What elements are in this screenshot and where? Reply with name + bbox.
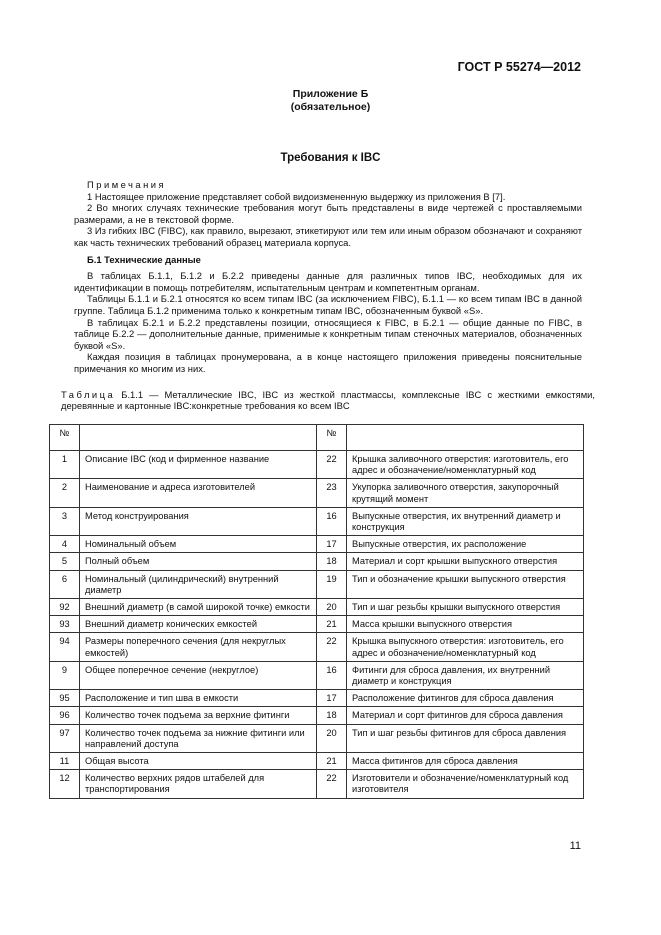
item-number-cell: 2 [50, 479, 80, 507]
item-description-cell: Количество точек подъема за нижние фитинги или направлений доступа [80, 724, 317, 752]
item-number-cell: 94 [50, 633, 80, 661]
table-caption-label: Таблица [61, 388, 116, 400]
item-number-cell: 97 [50, 724, 80, 752]
item-number-cell: 92 [50, 599, 80, 616]
requirements-table [49, 424, 584, 799]
item-description-cell: Расположение и тип шва в емкости [80, 690, 317, 707]
item-description-cell: Общее поперечное сечение (некруглое) [80, 661, 317, 689]
item-description-cell: Количество точек подъема за верхние фитинги [80, 707, 317, 724]
item-description-cell: Наименование и адреса изготовителей [80, 479, 317, 507]
page-number: 11 [569, 840, 581, 852]
item-description-cell: Внешний диаметр (в самой широкой точке) емкости [80, 599, 317, 616]
body-text [61, 179, 595, 412]
item-number-cell: 16 [317, 661, 347, 689]
item-description-cell: Тип и шаг резьбы фитингов для сброса давления [347, 724, 584, 752]
note-item: 2 Во многих случаях технические требования могут быть представлены в виде чертежей с проставляемыми размерами, а не в текстовой форме. [74, 202, 582, 225]
item-description-cell: Выпускные отверстия, их расположение [347, 536, 584, 553]
note-item: 3 Из гибких IBC (FIBC), как правило, вырезают, этикетируют или тем или иным образом обозначают и сохраняют как часть технических требований образец материала корпуса. [74, 225, 582, 248]
item-description-cell: Полный объем [80, 553, 317, 570]
header-cell [347, 425, 584, 451]
item-description-cell: Укупорка заливочного отверстия, закупорочный крутящий момент [347, 479, 584, 507]
item-number-cell: 12 [50, 770, 80, 798]
appendix-heading [0, 88, 661, 114]
table-row [50, 479, 584, 507]
item-number-cell: 17 [317, 690, 347, 707]
item-description-cell: Масса крышки выпускного отверстия [347, 616, 584, 633]
table-row [50, 553, 584, 570]
table-row [50, 451, 584, 479]
item-number-cell: 22 [317, 770, 347, 798]
item-number-cell: 4 [50, 536, 80, 553]
item-description-cell: Масса фитингов для сброса давления [347, 753, 584, 770]
item-description-cell: Крышка заливочного отверстия: изготовитель, его адрес и обозначение/номенклатурный код [347, 451, 584, 479]
item-number-cell: 18 [317, 553, 347, 570]
item-description-cell: Материал и сорт крышки выпускного отверстия [347, 553, 584, 570]
item-description-cell: Материал и сорт фитингов для сброса давления [347, 707, 584, 724]
item-number-cell: 23 [317, 479, 347, 507]
appendix-status: (обязательное) [290, 101, 371, 113]
table-header-row [50, 425, 584, 451]
table-row [50, 507, 584, 535]
item-description-cell: Номинальный объем [80, 536, 317, 553]
item-number-cell: 16 [317, 507, 347, 535]
item-description-cell: Тип и обозначение крышки выпускного отверстия [347, 570, 584, 598]
table-row [50, 661, 584, 689]
table-row [50, 570, 584, 598]
header-cell: № [317, 425, 347, 451]
item-number-cell: 21 [317, 616, 347, 633]
table-caption [61, 389, 595, 412]
item-number-cell: 20 [317, 724, 347, 752]
item-number-cell: 22 [317, 451, 347, 479]
item-number-cell: 3 [50, 507, 80, 535]
table-caption-text: Б.1.1 — Металлические IBC, IBC из жесткой пластмассы, комплексные IBC с жесткими емкостями, деревянные и картонные IBC:конкретные требования ко всем IBC [61, 388, 595, 412]
table-row [50, 724, 584, 752]
table-row [50, 707, 584, 724]
item-number-cell: 95 [50, 690, 80, 707]
item-number-cell: 1 [50, 451, 80, 479]
table-row [50, 599, 584, 616]
item-description-cell: Выпускные отверстия, их внутренний диаметр и конструкция [347, 507, 584, 535]
document-id: ГОСТ Р 55274—2012 [457, 60, 581, 74]
table-row [50, 690, 584, 707]
item-number-cell: 9 [50, 661, 80, 689]
item-description-cell: Общая высота [80, 753, 317, 770]
item-number-cell: 21 [317, 753, 347, 770]
table-row [50, 633, 584, 661]
table-row [50, 770, 584, 798]
table-row [50, 536, 584, 553]
paragraph: В таблицах Б.2.1 и Б.2.2 представлены позиции, относящиеся к FIBC, в Б.2.1 — общие данные по FIBC, в таблице Б.2.2 — дополнительные данные, применимые к конкретным типам стеночных материалов, обозначенных буквой «S». [74, 316, 582, 351]
item-number-cell: 19 [317, 570, 347, 598]
item-number-cell: 5 [50, 553, 80, 570]
paragraph: Каждая позиция в таблицах пронумерована, а в конце настоящего приложения приведены пояснительные примечания ко многим из них. [74, 351, 582, 374]
paragraph: Таблицы Б.1.1 и Б.2.1 относятся ко всем типам IBC (за исключением FIBC), Б.1.1 — ко всем типам IBC в данной группе. Таблица Б.1.2 применима только к конкретным типам IBC, обозначенным буквой «S». [74, 293, 582, 316]
section-title: Требования к IBC [280, 152, 381, 164]
item-number-cell: 17 [317, 536, 347, 553]
item-description-cell: Количество верхних рядов штабелей для транспортирования [80, 770, 317, 798]
item-number-cell: 20 [317, 599, 347, 616]
item-description-cell: Тип и шаг резьбы крышки выпускного отверстия [347, 599, 584, 616]
item-description-cell: Фитинги для сброса давления, их внутренний диаметр и конструкция [347, 661, 584, 689]
paragraph: В таблицах Б.1.1, Б.1.2 и Б.2.2 приведены данные для различных типов IBC, необходимых для их идентификации в помощь потребителям, испытательным центрам и компетентным органам. [74, 270, 582, 293]
item-description-cell: Расположение фитингов для сброса давления [347, 690, 584, 707]
note-item: 1 Настоящее приложение представляет собой видоизмененную выдержку из приложения В [7]. [87, 190, 506, 202]
item-number-cell: 96 [50, 707, 80, 724]
item-number-cell: 22 [317, 633, 347, 661]
item-description-cell: Изготовители и обозначение/номенклатурный код изготовителя [347, 770, 584, 798]
item-number-cell: 18 [317, 707, 347, 724]
notes-heading: Примечания [87, 179, 167, 190]
item-number-cell: 6 [50, 570, 80, 598]
item-description-cell: Номинальный (цилиндрический) внутренний диаметр [80, 570, 317, 598]
header-cell: № [50, 425, 80, 451]
item-description-cell: Метод конструирования [80, 507, 317, 535]
item-description-cell: Внешний диаметр конических емкостей [80, 616, 317, 633]
item-description-cell: Описание IBC (код и фирменное название [80, 451, 317, 479]
header-cell [80, 425, 317, 451]
item-description-cell: Крышка выпускного отверстия: изготовитель, его адрес и обозначение/номенклатурный код [347, 633, 584, 661]
appendix-title: Приложение Б [292, 88, 369, 100]
table-row [50, 616, 584, 633]
item-number-cell: 11 [50, 753, 80, 770]
item-description-cell: Размеры поперечного сечения (для некруглых емкостей) [80, 633, 317, 661]
table-row [50, 753, 584, 770]
section-b1-heading: Б.1 Технические данные [87, 253, 201, 265]
item-number-cell: 93 [50, 616, 80, 633]
